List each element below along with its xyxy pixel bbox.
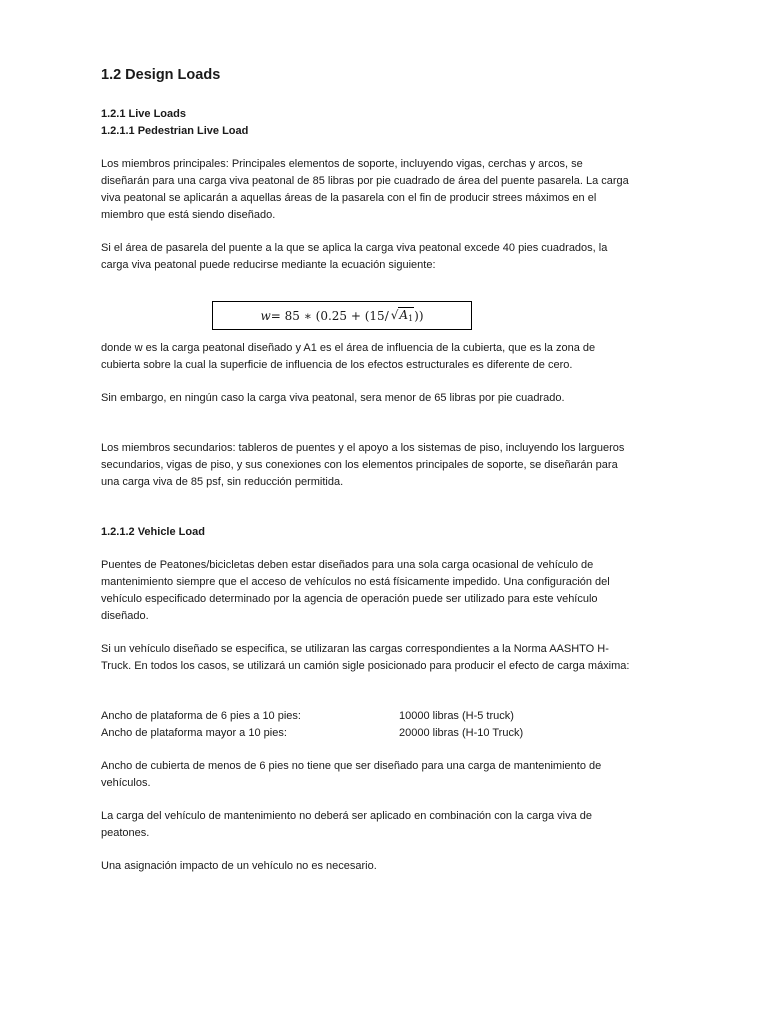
equation-sqrt-var: A xyxy=(399,308,409,322)
subheading-vehicle-load: 1.2.1.2 Vehicle Load xyxy=(101,526,205,538)
paragraph-aashto: Si un vehículo diseñado se especifica, se utilizaran las cargas correspondientes a la Norma AASHTO H-Truck. En todos los casos, se utilizará un camión sigle posicionado para producir el efecto de carga máxima: xyxy=(101,643,630,672)
paragraph-main-members: Los miembros principales: Principales elementos de soporte, incluyendo vigas, cerchas y arcos, se diseñarán para una carga viva peatonal de 85 libras por pie cuadrado de área del puente pasarela. La carga viva peatonal se aplicarán a aquellas áreas de la pasarela con el fin de producir strees máximos en el miembro que está siendo diseñado. xyxy=(101,158,629,221)
subheading-pedestrian-live-load: 1.2.1.1 Pedestrian Live Load xyxy=(101,125,249,137)
paragraph-impact: Una asignación impacto de un vehículo no es necesario. xyxy=(101,860,377,872)
table-row xyxy=(101,708,661,725)
paragraph-minimum-load: Sin embargo, en ningún caso la carga viva peatonal, sera menor de 65 libras por pie cuadrado. xyxy=(101,392,565,404)
row-value: 10000 libras (H-5 truck) xyxy=(399,710,514,722)
equation-rhs-prefix: = 85 ∗ (0.25 + (15/ xyxy=(270,308,389,323)
row-value: 20000 libras (H-10 Truck) xyxy=(399,727,524,739)
paragraph-area-reduction: Si el área de pasarela del puente a la que se aplica la carga viva peatonal excede 40 pies cuadrados, la carga viva peatonal puede reducirse mediante la ecuación siguiente: xyxy=(101,242,608,271)
paragraph-no-combination: La carga del vehículo de mantenimiento no deberá ser aplicado en combinación con la carga viva de peatones. xyxy=(101,810,593,839)
equation-sqrt-sub: 1 xyxy=(408,314,414,323)
row-label: Ancho de plataforma de 6 pies a 10 pies: xyxy=(101,710,301,722)
paragraph-vehicle-design: Puentes de Peatones/bicicletas deben estar diseñados para una sola carga ocasional de vehículo de mantenimiento siempre que el acceso de vehículos no está físicamente impedido. Una configuración del vehículo especificado determinado por la agencia de operación puede ser utilizado para este vehículo diseñado. xyxy=(101,559,610,622)
equation-lhs: w xyxy=(260,308,271,323)
paragraph-where-definitions: donde w es la carga peatonal diseñado y A1 es el área de influencia de la cubierta, que es la zona de cubierta sobre la cual la superficie de influencia de los efectos estructurales es diferente de cero. xyxy=(101,342,596,371)
section-heading: 1.2 Design Loads xyxy=(101,67,221,83)
paragraph-deck-width: Ancho de cubierta de menos de 6 pies no tiene que ser diseñado para una carga de mantenimiento de vehículos. xyxy=(101,760,602,789)
row-label: Ancho de plataforma mayor a 10 pies: xyxy=(101,727,287,739)
paragraph-secondary-members: Los miembros secundarios: tableros de puentes y el apoyo a los sistemas de piso, incluyendo los largueros secundarios, vigas de piso, y sus conexiones con los elementos principales de soporte, se diseñarán para una carga viva de 85 psf, sin reducción permitida. xyxy=(101,442,625,488)
table-row xyxy=(101,725,661,742)
square-root: $√A_1$ xyxy=(390,308,414,323)
equation-rhs-suffix: )) xyxy=(414,308,424,323)
subheading-live-loads: 1.2.1 Live Loads 1.2.1.1 Pedestrian Live Load xyxy=(101,106,631,140)
equation-box xyxy=(212,301,472,330)
